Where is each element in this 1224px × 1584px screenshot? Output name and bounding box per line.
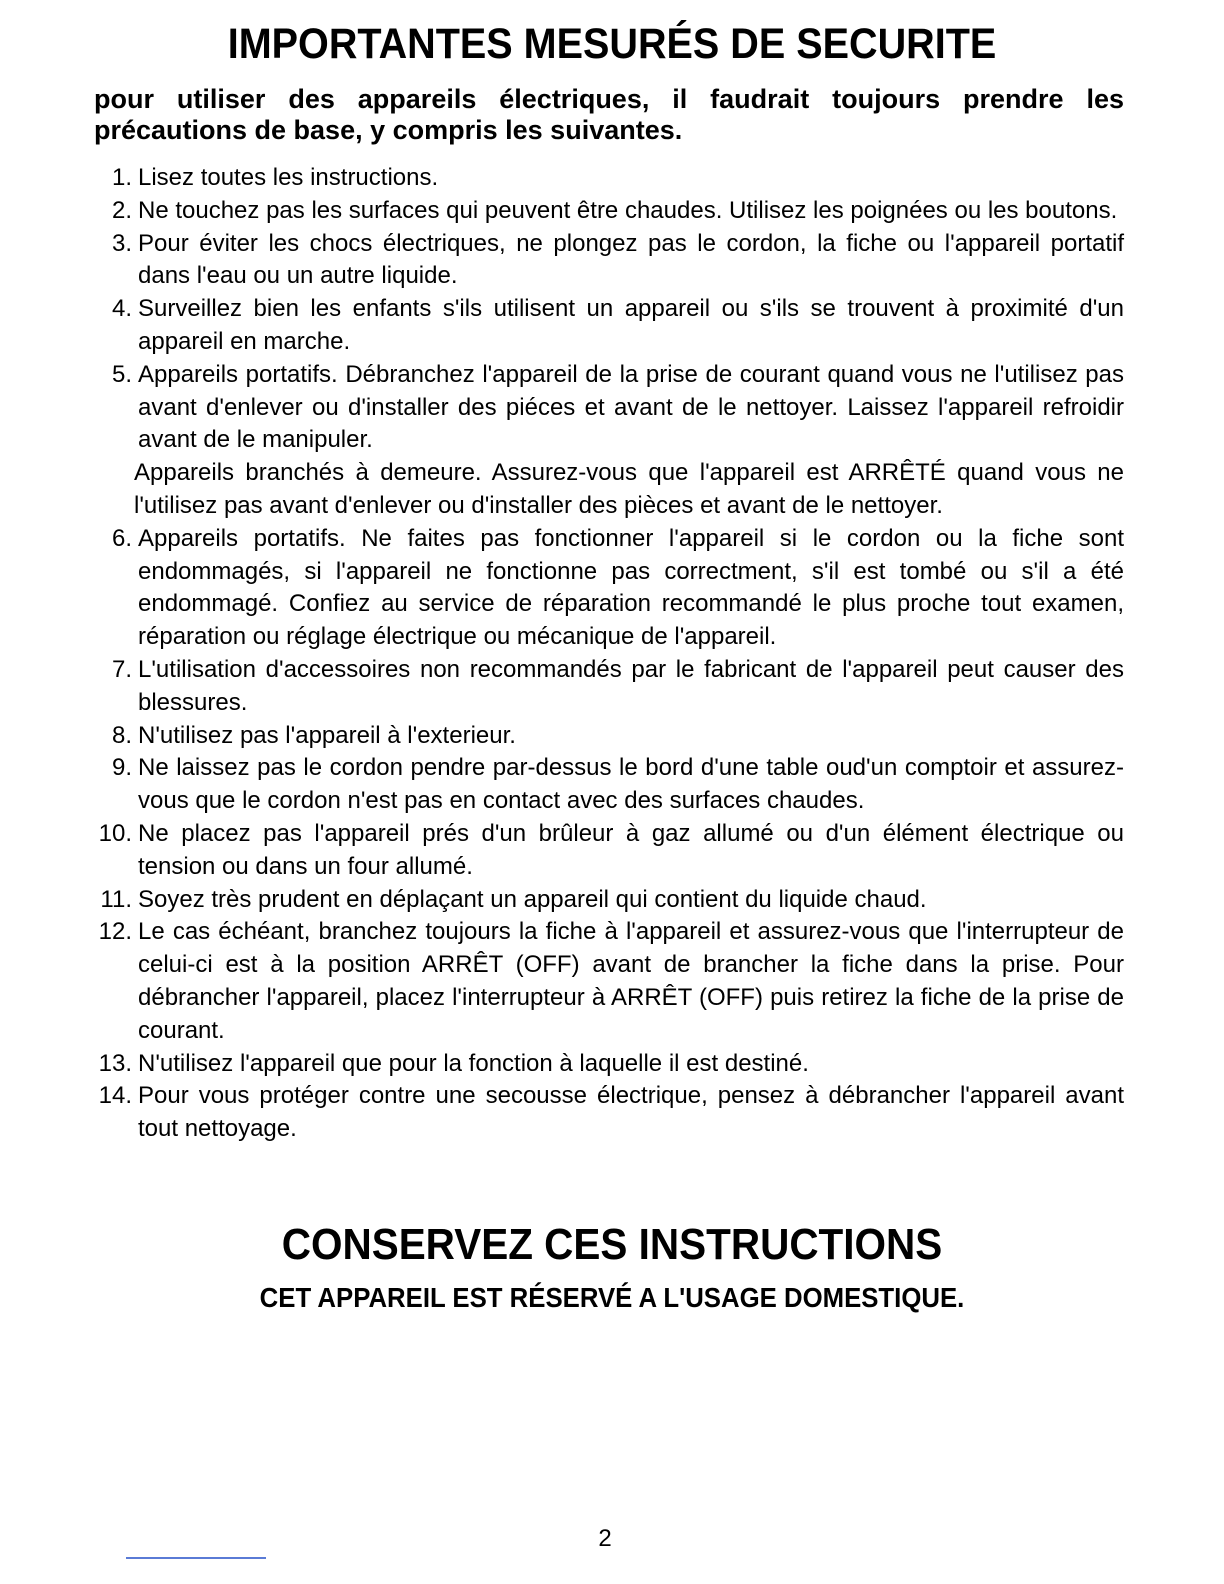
item-number: 14. — [98, 1082, 132, 1110]
item-number: 7. — [111, 655, 132, 683]
page-title: IMPORTANTES MESURÉS DE SECURITE — [227, 20, 997, 68]
item-number: 3. — [111, 229, 132, 257]
list-item — [94, 818, 1124, 884]
item-number: 1. — [111, 164, 132, 191]
list-item — [94, 884, 1124, 917]
item-text: Pour éviter les chocs électriques, ne plongez pas le cordon, la fiche ou l'appareil portatif dans l'eau ou un autre liquide. — [138, 229, 1124, 290]
item-number: 11. — [100, 885, 132, 913]
list-item — [94, 654, 1124, 720]
list-item — [94, 195, 1124, 228]
intro-paragraph: pour utiliser des appareils électriques, il faudrait toujours prendre les précautions de base, y compris les suivantes. — [94, 84, 1124, 145]
item-number: 8. — [111, 721, 132, 749]
item-number: 6. — [111, 524, 132, 552]
item-text: N'utilisez pas l'appareil à l'exterieur. — [138, 721, 516, 749]
item-text: Ne laissez pas le cordon pendre par-dessus le bord d'une table oud'un comptoir et assurez-vous que le cordon n'est pas en contact avec des surfaces chaudes. — [138, 754, 1124, 815]
item-text: L'utilisation d'accessoires non recommandés par le fabricant de l'appareil peut causer des blessures. — [138, 655, 1124, 716]
list-item — [94, 1048, 1124, 1081]
item-text: N'utilisez l'appareil que pour la fonction à laquelle il est destiné. — [138, 1049, 809, 1077]
list-item — [94, 293, 1124, 359]
item-number: 12. — [98, 918, 132, 946]
item-text: Ne touchez pas les surfaces qui peuvent être chaudes. Utilisez les poignées ou les boutons. — [138, 196, 1118, 224]
list-item — [94, 523, 1124, 654]
list-item — [94, 720, 1124, 753]
list-item — [94, 1080, 1124, 1146]
item-text: Appareils portatifs. Débranchez l'appareil de la prise de courant quand vous ne l'utilisez pas avant d'enlever ou d'installer des piéces et avant de le nettoyer. Laissez l'appareil refroidir avant de le manipuler. — [138, 360, 1124, 454]
item-text: Lisez toutes les instructions. — [138, 164, 439, 191]
list-item — [94, 162, 1124, 195]
item-text: Soyez très prudent en déplaçant un appareil qui contient du liquide chaud. — [138, 885, 927, 913]
list-item — [94, 228, 1124, 294]
item-text: Surveillez bien les enfants s'ils utilisent un appareil ou s'ils se trouvent à proximité d'un appareil en marche. — [138, 295, 1124, 355]
item-number: 2. — [111, 196, 132, 224]
item-text: Ne placez pas l'appareil prés d'un brûleur à gaz allumé ou d'un élément électrique ou tension ou dans un four allumé. — [138, 819, 1124, 880]
page-number: 2 — [598, 1525, 612, 1552]
footer-title: CONSERVEZ CES INSTRUCTIONS — [281, 1220, 943, 1269]
list-item — [94, 916, 1124, 1047]
item-number: 9. — [111, 754, 132, 782]
footer-subtitle: CET APPAREIL EST RÉSERVÉ A L'USAGE DOMESTIQUE. — [259, 1282, 965, 1313]
safety-instructions-list — [94, 162, 1124, 1146]
item-number: 10. — [98, 819, 132, 847]
list-item — [94, 752, 1124, 818]
item-number: 4. — [111, 295, 132, 323]
item-text: Appareils portatifs. Ne faites pas fonctionner l'appareil si le cordon ou la fiche sont endommagés, si l'appareil ne fonctionne pas correctment, s'il est tombé ou s'il a été endommagé. Confiez au service de réparation recommandé le plus proche tout examen, réparation ou réglage électrique ou mécanique de l'appareil. — [138, 524, 1124, 651]
item-text: Pour vous protéger contre une secousse électrique, pensez à débrancher l'appareil avant tout nettoyage. — [138, 1082, 1124, 1143]
item-subparagraph: Appareils branchés à demeure. Assurez-vous que l'appareil est ARRÊTÉ quand vous ne l'utilisez pas avant d'enlever ou d'installer des pièces et avant de le nettoyer. — [134, 459, 1124, 519]
list-item — [94, 359, 1124, 523]
item-number: 13. — [98, 1049, 132, 1077]
item-number: 5. — [111, 360, 132, 388]
item-text: Le cas échéant, branchez toujours la fiche à l'appareil et assurez-vous que l'interrupteur de celui-ci est à la position ARRÊT (OFF) avant de brancher la fiche dans la prise. Pour débrancher l'appareil, placez l'interrupteur à ARRÊT (OFF) puis retirez la fiche de la prise de courant. — [138, 918, 1124, 1044]
bottom-rule-line — [126, 1557, 266, 1559]
